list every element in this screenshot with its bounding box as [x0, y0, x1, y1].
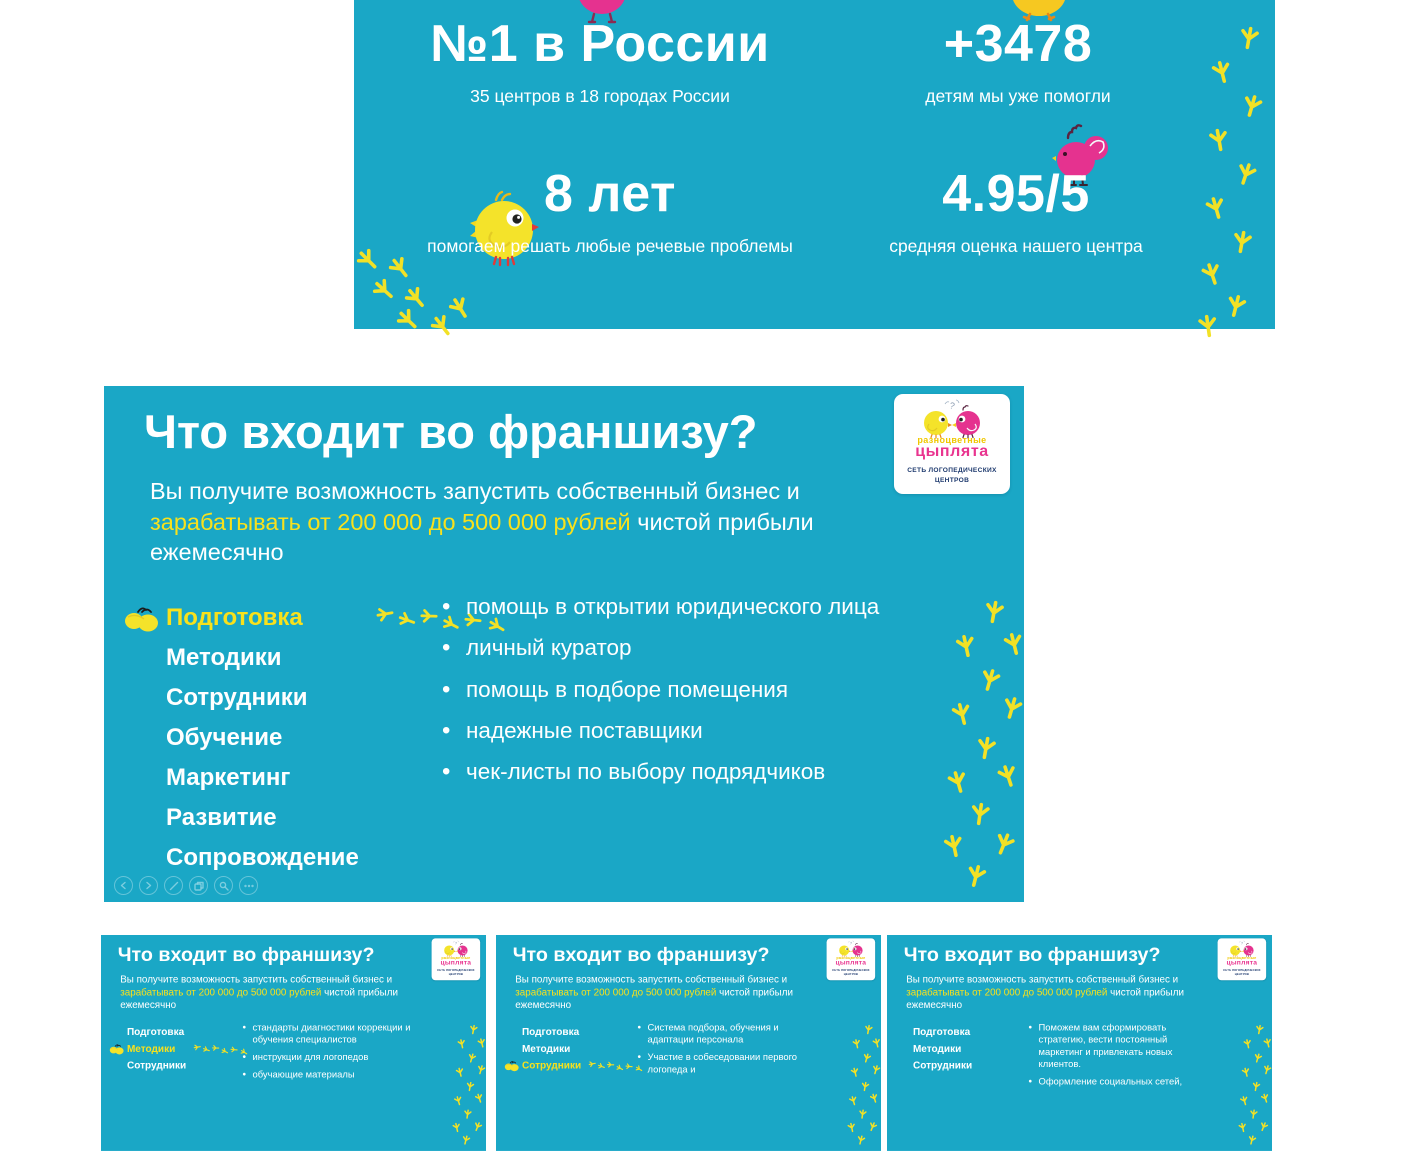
chicken-footprint-icon: [220, 1046, 230, 1056]
logo-subtitle-line: СЕТЬ ЛОГОПЕДИЧЕСКИХ: [437, 968, 475, 972]
slide-intro: [515, 973, 808, 1011]
chicken-footprint-icon: [963, 861, 989, 891]
all-slides-button[interactable]: [189, 876, 208, 895]
chicken-footprint-icon: [855, 1134, 866, 1146]
logo-brand-line1: разноцветные: [1227, 955, 1257, 960]
chicken-footprint-icon: [625, 1063, 634, 1070]
previous-slide-button[interactable]: [114, 876, 133, 895]
chicken-footprint-icon: [475, 1063, 486, 1076]
logo-subtitle-line: ЦЕНТРОВ: [843, 972, 859, 976]
chicken-footprint-icon: [1241, 1066, 1252, 1078]
logo-subtitle: [832, 968, 869, 976]
chicken-footprint-icon: [944, 767, 971, 797]
bullet-list: [242, 1021, 414, 1085]
menu-item-label: Подготовка: [912, 1026, 971, 1038]
slide-thumbnail-1[interactable]: [101, 935, 486, 1081]
chevron-left-icon: [119, 881, 128, 890]
chicken-footprint-icon: [1209, 57, 1235, 87]
logo-subtitle-line: СЕТЬ ЛОГОПЕДИЧЕСКИХ: [907, 467, 997, 474]
chicken-footprint-icon: [981, 598, 1006, 626]
intro-text: Вы получите возможность запустить собственный бизнес и: [906, 973, 1179, 985]
logo-subtitle-line: ЦЕНТРОВ: [448, 972, 464, 976]
stat-rank: [430, 14, 770, 107]
slide-content: [887, 935, 1272, 1151]
chicken-footprint-icon: [374, 604, 396, 623]
logo-chicks-icon: [1228, 940, 1256, 957]
bullet-item: • Оформление социальных сетей,: [1028, 1075, 1200, 1087]
chicken-footprint-icon: [973, 734, 998, 762]
stat-caption: детям мы уже помогли: [925, 86, 1111, 106]
chicken-footprint-icon: [456, 1038, 467, 1050]
chicken-footprint-icon: [395, 609, 419, 631]
svg-text:?: ?: [1240, 941, 1244, 946]
intro-text: Вы получите возможность запустить собственный бизнес и: [515, 973, 788, 985]
chicken-footprint-icon: [201, 1045, 211, 1054]
chicken-footprint-icon: [871, 1037, 882, 1049]
chicken-footprint-icon: [476, 1037, 487, 1049]
chicken-footprint-icon: [851, 1038, 862, 1050]
chicken-footprint-icon: [1238, 91, 1265, 121]
chicken-footprint-icon: [596, 1062, 606, 1071]
menu-item-3: [127, 1057, 186, 1074]
logo-brand-line1: разноцветные: [836, 955, 866, 960]
slide-intro: [906, 973, 1199, 1011]
menu-item-2: [913, 1040, 972, 1057]
menu-item-label: Подготовка: [166, 604, 303, 631]
chicken-footprint-icon: [451, 1121, 462, 1133]
chicken-footprint-icon: [1202, 193, 1229, 223]
chicken-footprint-icon: [867, 1120, 879, 1133]
slide-title: Что входит во франшизу?: [512, 942, 770, 966]
chicken-footprint-icon: [460, 1134, 471, 1146]
stat-children-helped: [925, 14, 1110, 107]
chicken-footprint-icon: [463, 1108, 473, 1120]
chicken-footprint-icon: [465, 1081, 475, 1093]
presenter-toolbar: [114, 876, 258, 895]
next-slide-button[interactable]: [139, 876, 158, 895]
logo-subtitle: [1223, 968, 1260, 976]
bullet-item: • Участие в собеседовании первого логопеда и: [637, 1051, 809, 1075]
stat-rating: [889, 164, 1143, 257]
menu-item-3: [913, 1057, 972, 1074]
chicken-footprint-icon: [468, 1024, 478, 1036]
slide-title: Что входит во франшизу?: [117, 942, 375, 966]
chicken-footprint-icon: [455, 1066, 466, 1078]
logo-chicks-icon: [442, 940, 470, 957]
bullet-item: • помощь в подборе помещения: [440, 675, 879, 704]
brand-logo: [432, 938, 481, 980]
chicken-footprint-icon: [1252, 1052, 1263, 1065]
logo-brand-line2: цыплята: [1226, 958, 1258, 966]
chicken-footprint-icon: [1254, 1024, 1264, 1036]
menu-item-label: Сотрудники: [166, 684, 308, 711]
bullet-item: • инструкции для логопедов: [242, 1051, 414, 1063]
chicken-footprint-icon: [976, 665, 1003, 695]
chicken-footprint-icon: [384, 252, 416, 285]
chicken-footprint-icon: [848, 1094, 859, 1107]
menu-item-2: [522, 1040, 581, 1057]
franchise-menu: [127, 1024, 186, 1074]
logo-brand-line2: цыплята: [835, 958, 867, 966]
chicken-footprint-icon: [615, 1063, 625, 1073]
brand-logo: [1218, 938, 1267, 980]
chicken-footprint-icon: [1236, 24, 1261, 52]
intro-highlight: зарабатывать от 200 000 до 500 000 рублей: [515, 986, 717, 998]
chicken-footprint-icon: [1198, 259, 1226, 289]
menu-item-label: Методики: [912, 1042, 962, 1055]
menu-item-label: Методики: [521, 1042, 571, 1055]
chicken-footprint-icon: [368, 274, 401, 306]
slides-grid-icon: [194, 881, 204, 891]
menu-item-6: [166, 798, 359, 838]
chicken-footprint-icon: [1242, 1038, 1253, 1050]
chicken-footprint-icon: [1237, 1121, 1248, 1133]
chicken-footprint-icon: [1223, 291, 1249, 321]
intro-text: чистой прибыли ежемесячно: [515, 986, 793, 1010]
chicken-footprint-icon: [953, 631, 979, 660]
stat-value: 8 лет: [544, 165, 676, 223]
logo-chicks-icon: [837, 940, 865, 957]
logo-brand-line1: разноцветные: [917, 435, 987, 445]
chick-icon: [124, 604, 160, 645]
intro-text: чистой прибыли ежемесячно: [906, 986, 1184, 1010]
bullet-item: • Система подбора, обучения и адаптации персонала: [637, 1021, 809, 1045]
menu-item-label: Подготовка: [126, 1026, 185, 1038]
chicken-footprint-icon: [870, 1063, 881, 1076]
chicken-footprint-icon: [1001, 629, 1027, 659]
logo-subtitle-line: ЦЕНТРОВ: [934, 476, 970, 484]
bullet-list: [440, 592, 879, 798]
menu-item-label: Маркетинг: [166, 764, 291, 791]
logo-brand-line2: цыплята: [440, 958, 472, 966]
logo-subtitle-line: ЦЕНТРОВ: [1234, 972, 1250, 976]
chicken-footprint-icon: [850, 1066, 861, 1078]
chicken-footprint-icon: [990, 828, 1019, 859]
menu-item-label: Сопровождение: [166, 844, 359, 871]
chicken-footprint-icon: [1251, 1081, 1261, 1093]
stat-value: 4.95/5: [942, 165, 1090, 223]
chicken-footprint-icon: [846, 1121, 857, 1133]
chicken-footprint-icon: [444, 292, 475, 324]
slide-thumbnail-3[interactable]: [887, 935, 1272, 1087]
menu-item-3: [166, 678, 359, 718]
slide-title: Что входит во франшизу?: [903, 942, 1161, 966]
chicken-footprint-icon: [1261, 1063, 1272, 1076]
intro-text: Вы получите возможность запустить собственный бизнес и: [150, 478, 800, 504]
chicken-footprint-icon: [230, 1046, 239, 1053]
chicken-footprint-icon: [193, 1043, 202, 1051]
chicken-footprint-icon: [352, 244, 385, 277]
bullet-item: • стандарты диагностики коррекции и обучения специалистов: [242, 1021, 414, 1045]
chicken-footprint-icon: [1259, 1092, 1271, 1105]
more-options-button[interactable]: [239, 876, 258, 895]
chicken-footprint-icon: [419, 608, 439, 625]
chick-icon: [504, 1060, 519, 1077]
menu-item-4: [166, 718, 359, 758]
chicken-footprint-icon: [949, 699, 975, 729]
slide-intro: [120, 973, 413, 1011]
chicken-footprint-icon: [453, 1094, 464, 1107]
chicken-footprint-icon: [606, 1061, 614, 1068]
brand-logo: [894, 394, 1010, 494]
menu-item-label: Сотрудники: [521, 1059, 582, 1072]
chicken-footprint-icon: [473, 1092, 485, 1105]
menu-item-2: [127, 1040, 186, 1057]
chicken-footprint-icon: [994, 761, 1022, 791]
menu-item-label: Сотрудники: [126, 1059, 187, 1072]
chicken-footprint-icon: [400, 282, 432, 315]
chicken-footprint-icon: [1229, 228, 1254, 256]
logo-chicks-icon: [919, 398, 985, 438]
stat-caption: средняя оценка нашего центра: [889, 236, 1143, 256]
chevron-right-icon: [144, 881, 153, 890]
menu-item-1: [522, 1024, 581, 1041]
logo-subtitle-line: СЕТЬ ЛОГОПЕДИЧЕСКИХ: [1223, 968, 1261, 972]
stat-value: +3478: [943, 15, 1093, 73]
brand-logo: [827, 938, 876, 980]
svg-text:?: ?: [948, 400, 956, 412]
chicken-footprint-icon: [211, 1045, 219, 1052]
menu-item-5: [166, 758, 359, 798]
franchise-menu: [522, 1024, 581, 1074]
franchise-menu: [913, 1024, 972, 1074]
intro-text: Вы получите возможность запустить собственный бизнес и: [120, 973, 393, 985]
chicken-footprint-icon: [968, 800, 992, 828]
menu-item-1: [913, 1024, 972, 1041]
bullet-item: • чек-листы по выбору подрядчиков: [440, 757, 879, 786]
slide-content: [496, 935, 881, 1151]
slide-fragment-stats: [354, 0, 1275, 329]
slide-content: [101, 935, 486, 1151]
logo-subtitle: [907, 466, 997, 485]
chicken-footprint-icon: [860, 1081, 870, 1093]
chicken-footprint-icon: [1246, 1134, 1257, 1146]
bullet-item: • надежные поставщики: [440, 716, 879, 745]
slide-thumbnail-2[interactable]: [496, 935, 881, 1081]
intro-text: чистой прибыли ежемесячно: [120, 986, 398, 1010]
franchise-menu: [166, 598, 359, 878]
svg-text:?: ?: [454, 941, 458, 946]
pen-button[interactable]: [164, 876, 183, 895]
menu-item-label: Подготовка: [521, 1026, 580, 1038]
intro-highlight: зарабатывать от 200 000 до 500 000 рублей: [906, 986, 1108, 998]
slide-main-franchise: [104, 386, 1024, 902]
chicken-footprint-icon: [588, 1060, 597, 1068]
menu-item-label: Обучение: [166, 724, 283, 751]
chicken-footprint-icon: [1249, 1108, 1259, 1120]
bullet-item: • помощь в открытии юридического лица: [440, 592, 879, 621]
stat-value: №1 в России: [430, 15, 770, 73]
logo-brand-line2: цыплята: [915, 443, 989, 460]
slide-title: Что входит во франшизу?: [144, 405, 758, 458]
stat-years: [427, 164, 793, 257]
menu-item-label: Методики: [126, 1042, 176, 1055]
chicken-footprint-icon: [1262, 1037, 1273, 1049]
intro-highlight: зарабатывать от 200 000 до 500 000 рублей: [120, 986, 322, 998]
chicken-footprint-icon: [1239, 1094, 1250, 1107]
intro-text: чистой прибыли ежемесячно: [150, 508, 814, 566]
chicken-footprint-icon: [861, 1052, 872, 1065]
menu-item-7: [166, 838, 359, 878]
stat-caption: помогаем решать любые речевые проблемы: [427, 236, 793, 256]
logo-brand-line1: разноцветные: [441, 955, 471, 960]
bullet-item: • личный куратор: [440, 633, 879, 662]
chicken-footprint-icon: [472, 1120, 484, 1133]
stat-caption: 35 центров в 18 городах России: [470, 86, 730, 106]
bullet-item: • обучающие материалы: [242, 1068, 414, 1080]
chicken-footprint-icon: [1258, 1120, 1270, 1133]
chicken-footprint-icon: [863, 1024, 873, 1036]
menu-item-1: [127, 1024, 186, 1041]
bullet-item: • Поможем вам сформировать стратегию, вести постоянный маркетинг и привлекать новых клиентов.: [1028, 1021, 1200, 1070]
chick-icon: [109, 1043, 124, 1060]
chicken-footprint-icon: [426, 310, 458, 343]
menu-item-2: [166, 638, 359, 678]
intro-highlight: зарабатывать от 200 000 до 500 000 рублей: [150, 508, 631, 535]
menu-item-label: Методики: [166, 644, 282, 671]
ellipsis-icon: [244, 884, 254, 888]
chicken-footprint-icon: [466, 1052, 477, 1065]
chicken-footprint-icon: [868, 1092, 880, 1105]
chicken-footprint-icon: [858, 1108, 868, 1120]
logo-subtitle: [437, 968, 474, 976]
slide-content: [104, 386, 1024, 902]
pen-icon: [169, 881, 179, 891]
menu-item-label: Сотрудники: [912, 1059, 973, 1072]
menu-item-1: [166, 598, 359, 638]
bullet-list: [1028, 1021, 1200, 1092]
slide-intro: [150, 476, 850, 568]
magnifier-icon: [219, 881, 229, 891]
chicken-footprint-icon: [941, 831, 967, 860]
menu-item-3: [522, 1057, 581, 1074]
chicken-footprint-icon: [1196, 312, 1220, 340]
chicken-footprint-icon: [1232, 159, 1260, 189]
chicken-footprint-icon: [392, 304, 425, 337]
chicken-footprint-icon: [1206, 126, 1231, 154]
zoom-button[interactable]: [214, 876, 233, 895]
chicken-footprint-icon: [998, 693, 1025, 723]
logo-subtitle-line: СЕТЬ ЛОГОПЕДИЧЕСКИХ: [832, 968, 870, 972]
menu-item-label: Развитие: [166, 804, 277, 831]
svg-text:?: ?: [849, 941, 853, 946]
bullet-list: [637, 1021, 809, 1080]
